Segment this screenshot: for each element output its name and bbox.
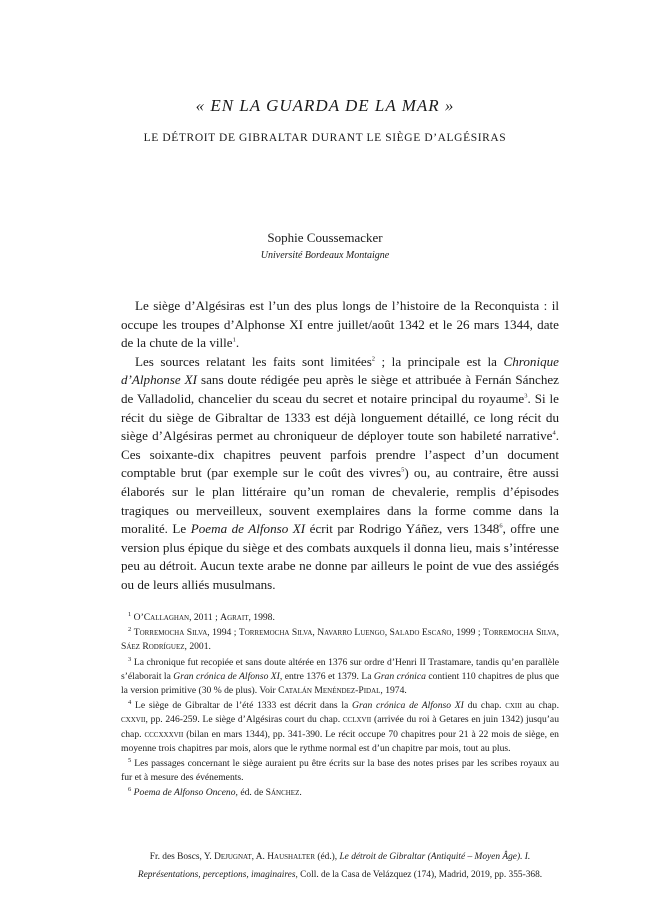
author-name: Sophie Coussemacker: [267, 230, 383, 245]
italic-title: Gran crónica de Alfonso XI: [352, 700, 464, 712]
citation-footer: [121, 848, 559, 884]
editor-name: Haushalter: [267, 852, 315, 862]
text-run: , 1999 ;: [451, 627, 484, 639]
book-title: Représentations, perceptions, imaginaires: [137, 870, 296, 880]
text-run: (bilan en mars 1344), pp. 341-390. Le récit occupe 70 chapitres pour 21 à 22 mois de siège, en moyenne trois chapitres par mois, alors que le rythme normal est d’un chapitre par mois, tout au plus.: [121, 728, 559, 754]
text-run: contient 110 chapitres de plus que la version primitive (30 % de plus). Voir: [121, 670, 559, 697]
footnote-ref[interactable]: 3: [524, 392, 528, 400]
italic-title: Poema de Alfonso XI: [190, 521, 306, 537]
footnote-ref[interactable]: 5: [401, 466, 405, 474]
text-run: , Coll. de la Casa de Velázquez (174), Madrid, 2019, pp. 355-368.: [295, 870, 543, 880]
italic-title: Poema de Alfonso Onceno: [133, 787, 236, 799]
text-run: ; la principale est la: [375, 353, 504, 369]
footnote: [121, 757, 559, 785]
citation-author: Sánchez: [265, 787, 300, 799]
citation-author: Catalán Menéndez-Pidal: [278, 685, 381, 697]
footnote-number: 3: [128, 655, 132, 663]
text-run: , 2011 ;: [189, 612, 221, 623]
italic-title: Chronique d’Alphonse XI: [121, 353, 559, 388]
text-run: . Si le récit du siège de Gibraltar de 1333 est déjà longuement détaillé, ce long récit du siège d’Algésiras permet au chroniqueur de déployer toute son habileté narrative: [121, 390, 559, 444]
footnote-ref[interactable]: 4: [552, 429, 556, 437]
text-run: , offre une version plus épique du siège et des combats auxquels il donna lieu, mais s’intéresse peu au détroit. Aucun texte arabe ne donne par ailleurs le point de vue des assiégés ou de leurs alliés musulmans.: [121, 521, 560, 592]
footnote: [121, 611, 559, 625]
text-run: Les passages concernant le siège auraient pu être écrits sur la base des notes prises par les scribes royaux au fur et à mesure des événements.: [121, 758, 559, 784]
footnote-ref[interactable]: 1: [232, 336, 236, 344]
article-title: « EN LA GUARDA DE LA MAR »: [195, 96, 455, 115]
citation-author: Torremocha Silva, Sáez Rodríguez: [121, 627, 559, 653]
footnote-ref[interactable]: 6: [499, 522, 503, 530]
author-affiliation: Université Bordeaux Montaigne: [260, 250, 390, 261]
footnote-number: 2: [128, 626, 132, 634]
footnotes: [121, 611, 559, 802]
footnote-number: 6: [128, 786, 132, 794]
text-run: , A.: [251, 852, 268, 862]
chapter-number: cccxxxvii: [144, 728, 184, 740]
footnote: [121, 626, 559, 654]
italic-title: Gran crónica de Alfonso XI: [173, 670, 280, 682]
paragraph: [121, 297, 559, 353]
citation-author: Agrait: [220, 612, 249, 623]
editor-name: Dejugnat: [214, 852, 252, 862]
italic-title: Gran crónica: [373, 670, 426, 682]
text-run: sans doute rédigée peu après le siège et attribuée à Fernán Sánchez de Valladolid, chancelier du sceau du secret et notaire principal du royaume: [121, 372, 559, 406]
citation-author: Torremocha Silva: [133, 627, 208, 639]
citation-author: O’Callaghan: [133, 612, 190, 623]
text-run: Le siège de Gibraltar de l’été 1333 est décrit dans la: [135, 700, 353, 712]
text-run: Le siège d’Algésiras est l’un des plus longs de l’histoire de la Reconquista : il occupe les troupes d’Alphonse XI entre juillet/août 1342 et le 26 mars 1344, date de la chute de la ville: [121, 298, 559, 351]
citation-author: Torremocha Silva, Navarro Luengo, Salado Escaño: [238, 627, 452, 639]
chapter-number: cxxvii: [121, 714, 146, 726]
text-run: , entre 1376 et 1379. La: [279, 670, 374, 682]
chapter-number: cxiii: [505, 700, 522, 712]
footnote: [121, 656, 559, 699]
text-run: , 1974.: [380, 685, 407, 697]
footnote-number: 5: [128, 756, 132, 764]
body-text: [121, 297, 559, 595]
text-run: Les sources relatant les faits sont limitées: [135, 353, 372, 369]
footnote-number: 4: [128, 699, 132, 707]
footnote-ref[interactable]: 2: [371, 355, 376, 363]
text-run: Fr. des Boscs, Y.: [149, 852, 215, 862]
footer-line: [121, 866, 559, 884]
text-run: du chap.: [463, 700, 506, 712]
text-run: ) ou, au contraire, être aussi élaborés sur le plan littéraire qu’un roman de chevalerie, remplis d’épisodes tragiques ou merveilleux, souvent exemplaires dans la forme comme dans la moralité. Le: [121, 465, 559, 537]
text-run: , éd. de: [235, 787, 266, 799]
footnote: [121, 786, 559, 800]
text-run: .: [299, 787, 302, 799]
text-run: au chap.: [521, 700, 559, 712]
text-run: , 2001.: [184, 641, 211, 653]
book-title: Le détroit de Gibraltar (Antiquité – Moyen Âge). I.: [339, 852, 531, 862]
footnote-number: 1: [128, 610, 132, 618]
text-run: , 1994 ;: [207, 627, 239, 639]
text-run: La chronique fut recopiée et sans doute altérée en 1376 sur ordre d’Henri II Trastamare, tandis qu’en parallèle s’élaborait la: [121, 656, 559, 682]
text-run: écrit par Rodrigo Yáñez, vers 1348: [305, 521, 500, 537]
article-subtitle: LE DÉTROIT DE GIBRALTAR DURANT LE SIÈGE D’ALGÉSIRAS: [143, 132, 507, 144]
footnote: [121, 699, 559, 756]
text-run: .: [235, 335, 240, 351]
text-run: (éd.),: [315, 852, 340, 862]
text-run: (arrivée du roi à Getares en juin 1342) jusqu’au chap.: [121, 714, 559, 740]
text-run: , 1998.: [248, 612, 275, 623]
footer-line: [121, 848, 559, 866]
text-run: , pp. 246-259. Le siège d’Algésiras court du chap.: [145, 714, 343, 726]
paragraph: [121, 353, 559, 595]
chapter-number: cclxvii: [342, 714, 372, 726]
text-run: . Ces soixante-dix chapitres peuvent parfois prendre l’aspect d’un document comptable brut (par exemple sur le coût des vivres: [121, 428, 559, 481]
